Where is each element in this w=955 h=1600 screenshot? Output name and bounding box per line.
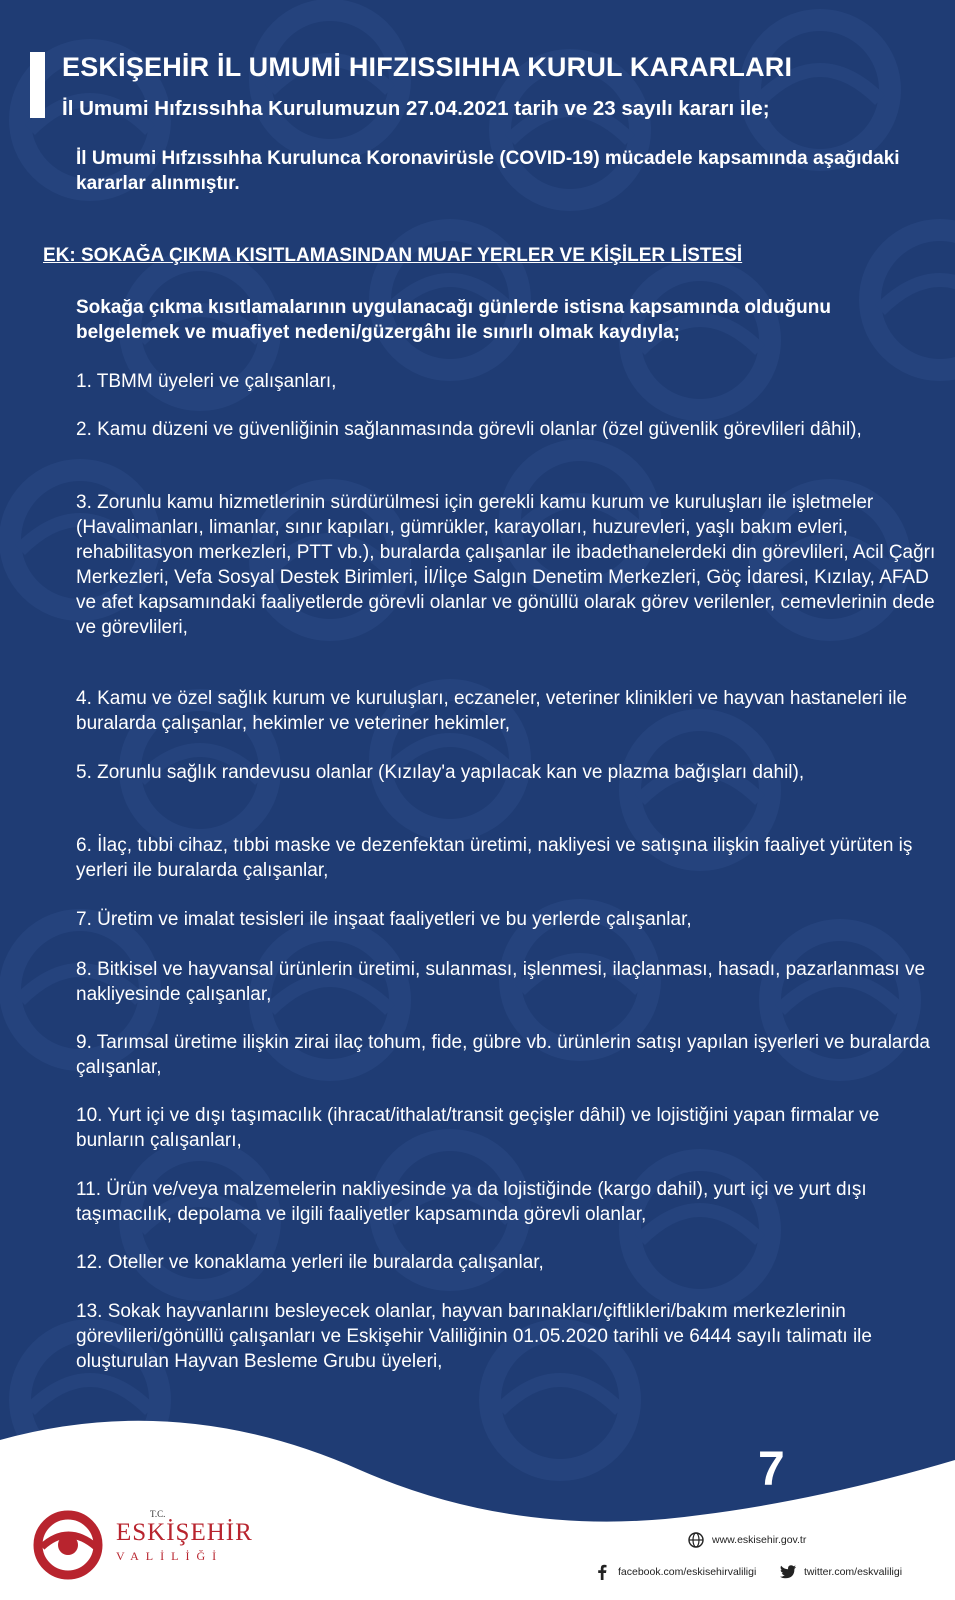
- website-text: www.eskisehir.gov.tr: [712, 1534, 807, 1546]
- list-item: 5. Zorunlu sağlık randevusu olanlar (Kızılay'a yapılacak kan ve plazma bağışları dahil),: [76, 762, 805, 783]
- facebook-text: facebook.com/eskisehirvaliligi: [618, 1566, 757, 1578]
- list-item: 12. Oteller ve konaklama yerleri ile buralarda çalışanlar,: [76, 1252, 544, 1273]
- list-item: 3. Zorunlu kamu hizmetlerinin sürdürülmesi için gerekli kamu kurum ve kuruluşları ile işletmeler (Havalimanları, limanlar, sınır kapıları, gümrükler, karayolları, huzurevleri, yaşlı bakım evleri, rehabilitasyon merkezleri, PTT vb.), buralarda çalışanlar ile ibadethanelerdeki din görevlileri, Acil Çağrı Merkezleri, Vefa Sosyal Destek Birimleri, İl/İlçe Salgın Denetim Merkezleri, Göç İdaresi, Kızılay, AFAD ve afet kapsamındaki faaliyetlerde görevli olanlar ve gönüllü olarak görev verilenler, cemevlerinin dede ve görevlileri,: [76, 492, 936, 638]
- list-item: 10. Yurt içi ve dışı taşımacılık (ihracat/ithalat/transit geçişler dâhil) ve lojistiğini yapan firmalar ve bunların çalışanları,: [76, 1105, 880, 1151]
- twitter-icon: [780, 1564, 796, 1580]
- twitter-link[interactable]: [780, 1564, 902, 1580]
- logo-tc: T.C.: [150, 1509, 166, 1519]
- twitter-text: twitter.com/eskvaliligi: [804, 1566, 903, 1578]
- list-item: 11. Ürün ve/veya malzemelerin nakliyesinde ya da lojistiğinde (kargo dahil), yurt içi ve yurt dışı taşımacılık, depolama ve ilgili faaliyetler kapsamında görevli olanlar,: [76, 1179, 867, 1225]
- header-accent-bar: [30, 52, 45, 118]
- logo-subtitle: VALİLİĞİ: [116, 1549, 224, 1563]
- section-title: EK: SOKAĞA ÇIKMA KISITLAMASINDAN MUAF YERLER VE KİŞİLER LİSTESİ: [43, 245, 743, 266]
- list-item: 9. Tarımsal üretime ilişkin zirai ilaç tohum, fide, gübre vb. ürünlerin satışı yapılan işyerleri ve buralarda çalışanlar,: [76, 1032, 930, 1078]
- list-item: 6. İlaç, tıbbi cihaz, tıbbi maske ve dezenfektan üretimi, nakliyesi ve satışına ilişkin faaliyet yürüten iş yerleri ile buralarda çalışanlar,: [76, 835, 913, 881]
- intro-paragraph: İl Umumi Hıfzıssıhha Kurulunca Koronavirüsle (COVID-19) mücadele kapsamında aşağıdaki kararlar alınmıştır.: [76, 148, 900, 194]
- list-item: 1. TBMM üyeleri ve çalışanları,: [76, 371, 337, 392]
- list-item: 8. Bitkisel ve hayvansal ürünlerin üretimi, sulanması, işlenmesi, ilaçlanması, hasadı, pazarlanması ve nakliyesinde çalışanlar,: [76, 959, 926, 1005]
- website-link[interactable]: [688, 1532, 806, 1548]
- list-item: 7. Üretim ve imalat tesisleri ile inşaat faaliyetleri ve bu yerlerde çalışanlar,: [76, 909, 692, 930]
- globe-icon: [688, 1532, 704, 1548]
- page-number: 7: [758, 1443, 785, 1496]
- page-title: ESKİŞEHİR İL UMUMİ HIFZISSIHHA KURUL KARARLARI: [62, 52, 793, 82]
- facebook-icon: [594, 1564, 610, 1580]
- logo-name: ESKİŞEHİR: [116, 1519, 253, 1546]
- valilik-logo: [30, 1505, 260, 1585]
- list-item: 4. Kamu ve özel sağlık kurum ve kuruluşları, eczaneler, veteriner klinikleri ve hayvan hastaneleri ile buralarda çalışanlar, hekimler ve veteriner hekimler,: [76, 688, 908, 734]
- facebook-link[interactable]: [594, 1564, 756, 1580]
- section-intro: Sokağa çıkma kısıtlamalarının uygulanacağı günlerde istisna kapsamında olduğunu belgelemek ve muafiyet nedeni/güzergâhı ile sınırlı olmak kaydıyla;: [76, 297, 831, 343]
- logo-emblem-icon: [30, 1505, 110, 1585]
- list-item: 2. Kamu düzeni ve güvenliğinin sağlanmasında görevli olanlar (özel güvenlik görevlileri dâhil),: [76, 419, 862, 440]
- list-item: 13. Sokak hayvanlarını besleyecek olanlar, hayvan barınakları/çiftlikleri/bakım merkezlerinin görevlileri/gönüllü çalışanları ve Eskişehir Valiliğinin 01.05.2020 tarihli ve 6444 sayılı talimatı ile oluşturulan Hayvan Besleme Grubu üyeleri,: [76, 1301, 872, 1372]
- page-subtitle: İl Umumi Hıfzıssıhha Kurulumuzun 27.04.2021 tarih ve 23 sayılı kararı ile;: [62, 97, 770, 120]
